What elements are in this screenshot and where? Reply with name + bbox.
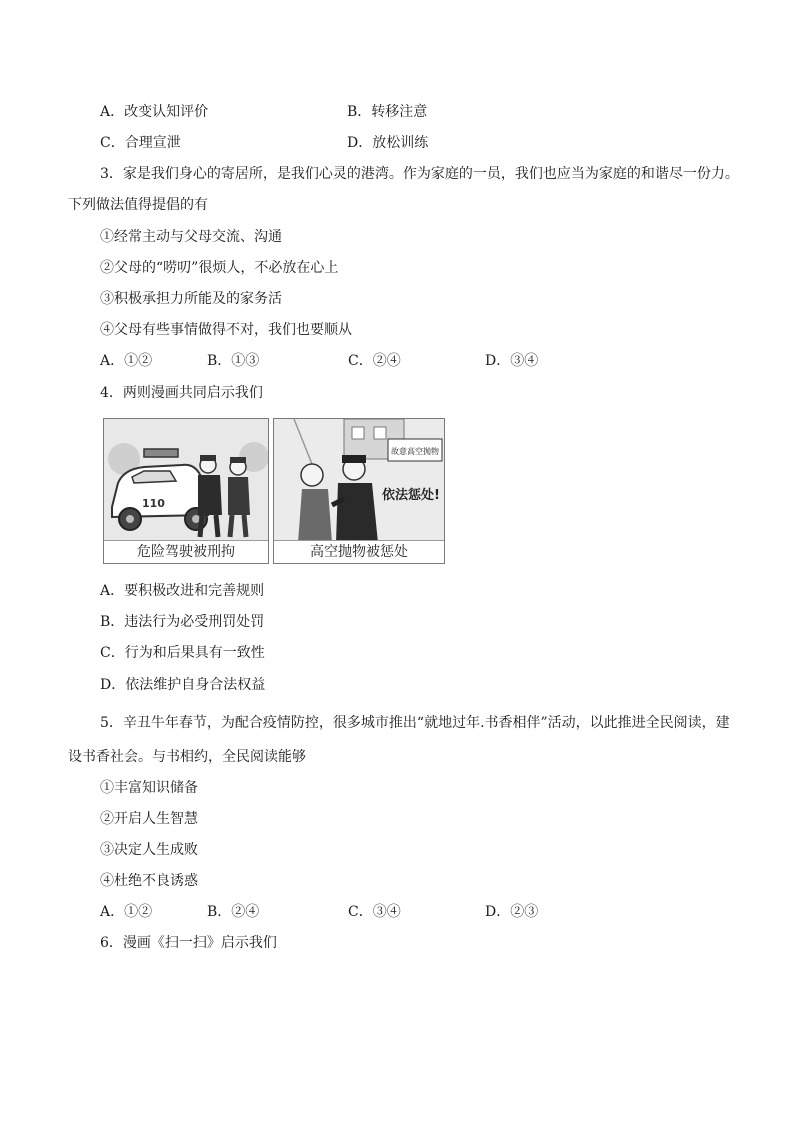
q3-item-4: ④父母有些事情做得不对，我们也要顺从 xyxy=(100,322,352,338)
q4-option-b: B．违法行为必受刑罚处罚 xyxy=(100,614,265,630)
q5-option-c: C．③④ xyxy=(348,904,401,920)
comic-panel-high-altitude-throwing xyxy=(273,418,445,564)
q5-item-4: ④杜绝不良诱惑 xyxy=(100,873,198,889)
arrest-illustration xyxy=(274,419,445,543)
q5-item-3: ③决定人生成败 xyxy=(100,842,198,858)
q5-stem-line1: 5．辛丑牛年春节，为配合疫情防控，很多城市推出“就地过年.书香相伴”活动，以此推进全民阅读，建 xyxy=(100,715,730,731)
q5-option-b: B．②④ xyxy=(207,904,260,920)
q5-option-d: D．②③ xyxy=(485,904,539,920)
comic-right-caption: 高空抛物被惩处 xyxy=(274,540,444,563)
car-number-label: 110 xyxy=(142,497,165,510)
q3-option-b: B．①③ xyxy=(207,353,260,369)
q4-option-d: D．依法维护自身合法权益 xyxy=(100,677,266,693)
q3-item-3: ③积极承担力所能及的家务活 xyxy=(100,291,282,307)
sign-text: 依法惩处! xyxy=(382,488,440,503)
q3-item-2: ②父母的“唠叨”很烦人，不必放在心上 xyxy=(100,260,339,276)
q5-item-2: ②开启人生智慧 xyxy=(100,811,198,827)
q4-option-a: A．要积极改进和完善规则 xyxy=(100,583,265,599)
q4-option-c: C．行为和后果具有一致性 xyxy=(100,645,265,661)
q3-option-c: C．②④ xyxy=(348,353,401,369)
q2-option-d: D．放松训练 xyxy=(347,135,429,151)
q4-stem: 4．两则漫画共同启示我们 xyxy=(100,385,263,401)
q2-option-a: A．改变认知评价 xyxy=(100,104,209,120)
q2-option-b: B．转移注意 xyxy=(347,104,428,120)
q3-item-1: ①经常主动与父母交流、沟通 xyxy=(100,229,282,245)
q5-item-1: ①丰富知识储备 xyxy=(100,780,198,796)
q2-option-c: C．合理宣泄 xyxy=(100,135,181,151)
q3-option-a: A．①② xyxy=(100,353,153,369)
comic-panel-dangerous-driving xyxy=(103,418,269,564)
q3-stem-line2: 下列做法值得提倡的有 xyxy=(68,197,208,213)
board-text: 故意高空抛物 xyxy=(391,447,439,456)
comic-left-caption: 危险驾驶被刑拘 xyxy=(104,540,268,563)
q5-option-a: A．①② xyxy=(100,904,153,920)
q4-comic-figure xyxy=(103,418,445,564)
q3-stem-line1: 3．家是我们身心的寄居所，是我们心灵的港湾。作为家庭的一员，我们也应当为家庭的和谐尽一份力。 xyxy=(100,166,739,182)
q5-stem-line2: 设书香社会。与书相约，全民阅读能够 xyxy=(68,749,306,765)
q3-option-d: D．③④ xyxy=(485,353,539,369)
q6-stem: 6．漫画《扫一扫》启示我们 xyxy=(100,935,277,951)
police-car-illustration xyxy=(104,419,269,543)
